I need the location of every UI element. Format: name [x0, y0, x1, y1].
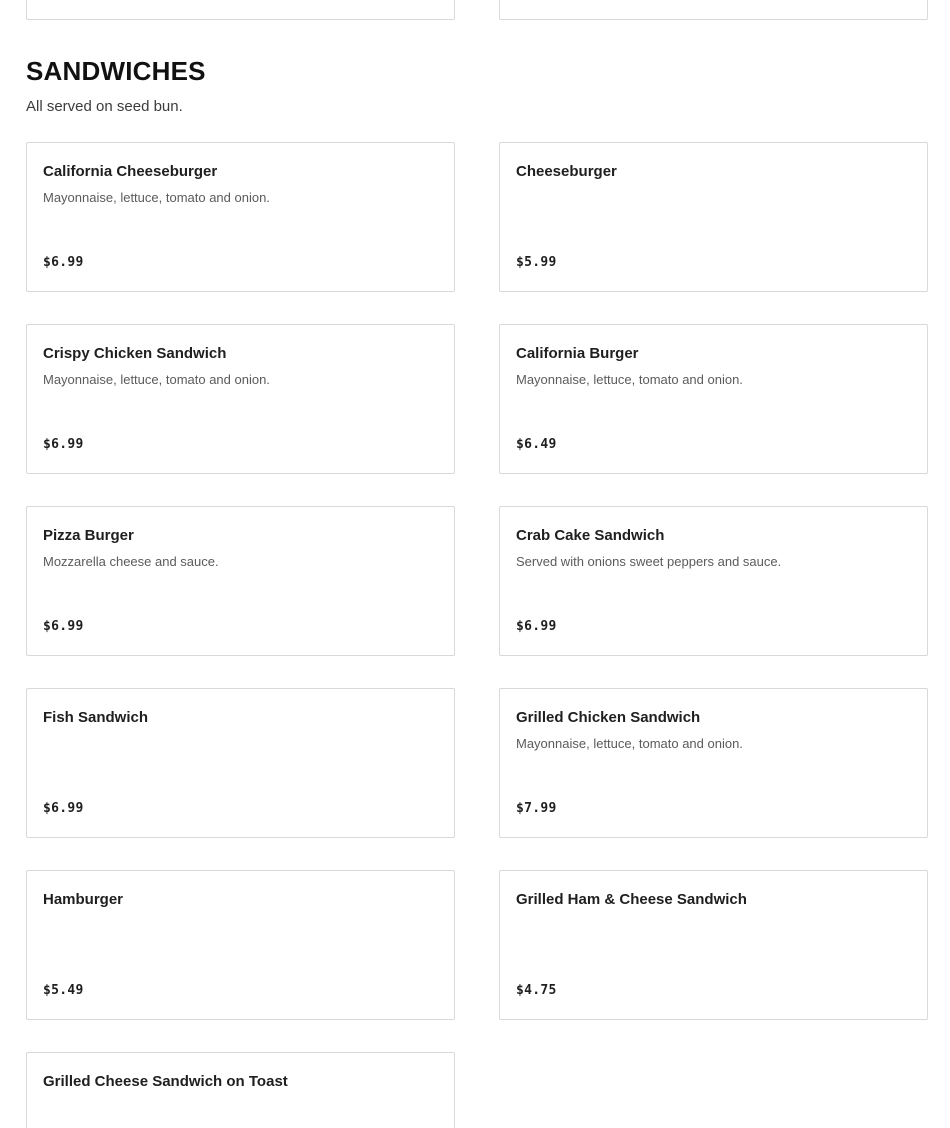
menu-item-card[interactable]	[499, 324, 928, 474]
item-price: $5.99	[516, 255, 557, 270]
menu-item-card[interactable]	[26, 324, 455, 474]
item-description: Mayonnaise, lettuce, tomato and onion.	[43, 190, 270, 205]
item-price: $6.49	[516, 437, 557, 452]
item-price: $5.49	[43, 983, 84, 998]
item-description: Mayonnaise, lettuce, tomato and onion.	[516, 736, 743, 751]
section-header	[26, 56, 206, 117]
menu-item-card[interactable]	[26, 0, 455, 20]
item-description: Mayonnaise, lettuce, tomato and onion.	[43, 372, 270, 387]
item-name: California Cheeseburger	[43, 163, 218, 180]
menu-item-card[interactable]	[499, 688, 928, 838]
item-name: Pizza Burger	[43, 527, 134, 544]
item-name: Crispy Chicken Sandwich	[43, 345, 227, 362]
item-price: $6.99	[43, 619, 84, 634]
menu-item-card[interactable]	[26, 142, 455, 292]
item-name: Grilled Chicken Sandwich	[516, 709, 701, 726]
menu-item-card[interactable]	[499, 0, 928, 20]
item-name: Cheeseburger	[516, 163, 617, 180]
item-price: $6.99	[43, 437, 84, 452]
item-name: Fish Sandwich	[43, 709, 149, 726]
item-name: California Burger	[516, 345, 639, 362]
menu-item-card[interactable]	[26, 506, 455, 656]
item-name: Grilled Cheese Sandwich on Toast	[43, 1073, 288, 1090]
menu-item-card[interactable]	[499, 142, 928, 292]
item-name: Crab Cake Sandwich	[516, 527, 665, 544]
item-price: $7.99	[516, 801, 557, 816]
menu-item-card[interactable]	[499, 870, 928, 1020]
menu-items-grid	[26, 142, 928, 1128]
item-price: $6.99	[43, 801, 84, 816]
item-description: Served with onions sweet peppers and sauce.	[516, 554, 782, 569]
item-name: Hamburger	[43, 891, 124, 908]
item-description: Mozzarella cheese and sauce.	[43, 554, 219, 569]
item-name: Grilled Ham & Cheese Sandwich	[516, 891, 747, 908]
section-description: All served on seed bun.	[26, 98, 183, 115]
menu-item-card[interactable]	[26, 1052, 455, 1128]
section-title: SANDWICHES	[26, 56, 206, 86]
menu-item-card[interactable]	[26, 870, 455, 1020]
item-description: Mayonnaise, lettuce, tomato and onion.	[516, 372, 743, 387]
menu-item-card[interactable]	[499, 506, 928, 656]
menu-item-card[interactable]	[26, 688, 455, 838]
item-price: $6.99	[516, 619, 557, 634]
previous-section-row	[26, 0, 928, 20]
item-price: $6.99	[43, 255, 84, 270]
item-price: $4.75	[516, 983, 557, 998]
